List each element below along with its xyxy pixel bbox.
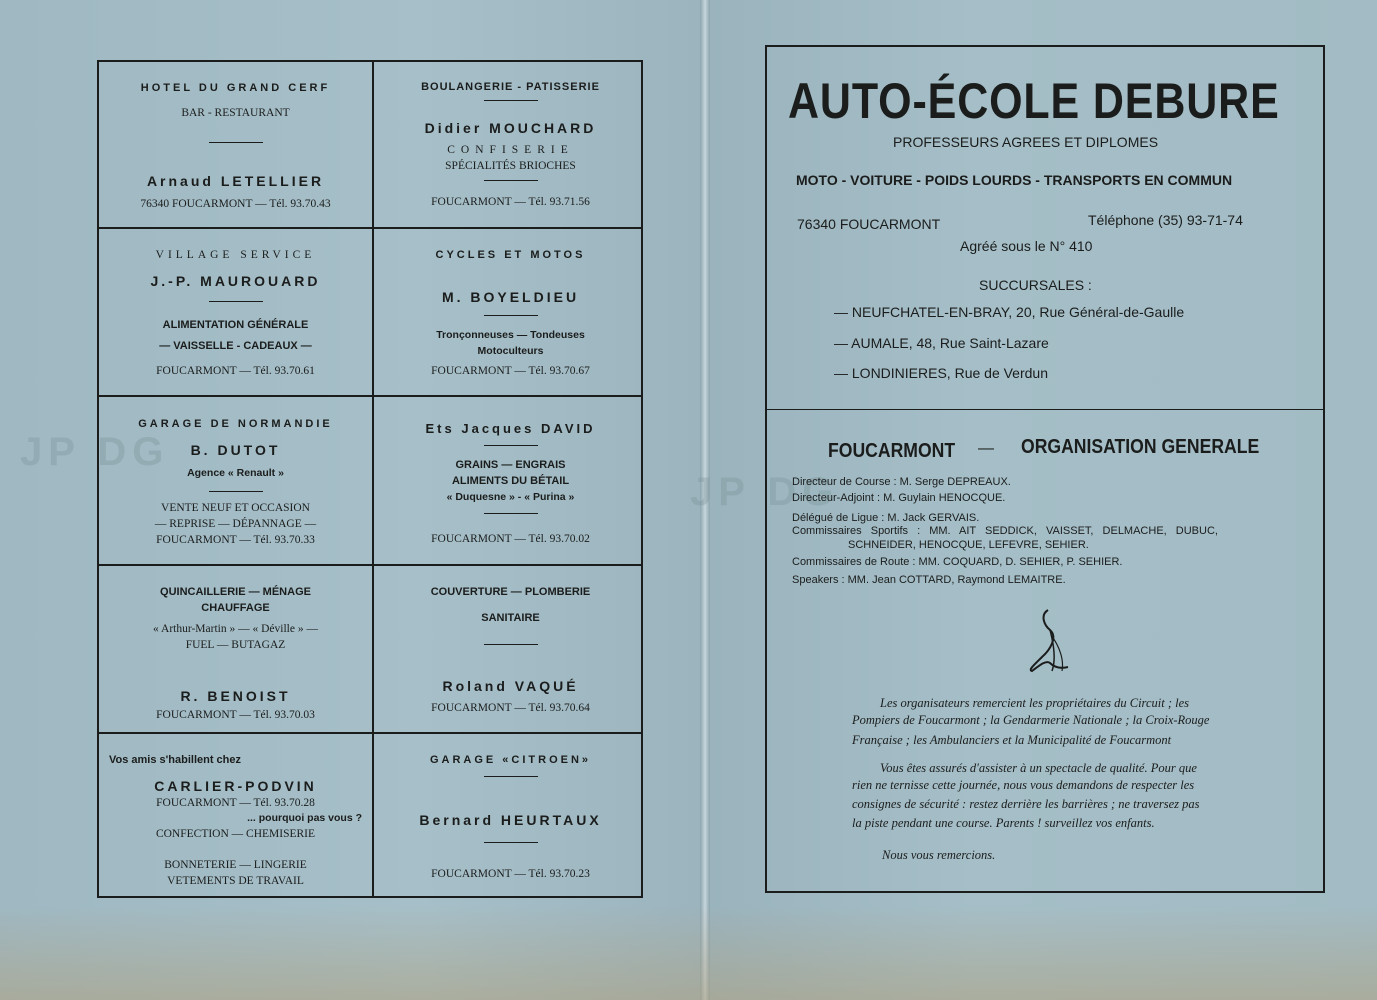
ad-heading: BOULANGERIE - PATISSERIE [421, 81, 600, 93]
auto-ecole-agreement: Agréé sous le N° 410 [960, 238, 1093, 254]
branch-item: — LONDINIERES, Rue de Verdun [834, 365, 1048, 381]
ad-name: R. BENOIST [180, 688, 291, 704]
ad-heading: SANITAIRE [481, 612, 540, 624]
ads-grid [97, 60, 643, 898]
thanks-line: Les organisateurs remercient les propriétaires du Circuit ; les [880, 696, 1190, 710]
ad-heading: GARAGE DE NORMANDIE [138, 418, 333, 430]
auto-ecole-title: AUTO-ÉCOLE DEBURE [788, 73, 1280, 129]
ad-line: « Arthur-Martin » — « Déville » — [153, 623, 318, 635]
ad-line: ALIMENTATION GÉNÉRALE [162, 319, 309, 331]
ad-heading: VILLAGE SERVICE [155, 249, 316, 261]
paper-edge [0, 905, 1377, 1000]
ad-line: Tronçonneuses — Tondeuses [436, 329, 585, 341]
auto-ecole-phone: Téléphone (35) 93-71-74 [1088, 212, 1243, 228]
branches-title: SUCCURSALES : [979, 277, 1092, 293]
staff-line: Commissaires Sportifs : MM. AIT SEDDICK, VAISSET, DELMACHE, DUBUC, [792, 525, 1218, 537]
ad-heading: CYCLES ET MOTOS [435, 249, 586, 261]
ad-line: — VAISSELLE - CADEAUX — [159, 340, 312, 352]
ad-line: CONFECTION — CHEMISERIE [155, 828, 316, 840]
ad-phone: 76340 FOUCARMONT — Tél. 93.70.43 [140, 198, 331, 210]
ad-phone: FOUCARMONT — Tél. 93.70.67 [431, 365, 590, 377]
ad-heading: CHAUFFAGE [201, 602, 270, 614]
staff-line: Directeur de Course : M. Serge DEPREAUX. [792, 476, 1011, 488]
branch-item: — NEUFCHATEL-EN-BRAY, 20, Rue Général-de-Gaulle [834, 304, 1185, 320]
ad-heading: HOTEL DU GRAND CERF [140, 82, 331, 94]
staff-line: Directeur-Adjoint : M. Guylain HENOCQUE. [792, 492, 1006, 504]
ad-hotel-grand-cerf [99, 62, 372, 227]
auto-ecole-city: 76340 FOUCARMONT [797, 216, 941, 232]
ad-line: GRAINS — ENGRAIS [455, 459, 566, 471]
ad-heading: COUVERTURE — PLOMBERIE [430, 586, 591, 598]
calligraphic-ornament-icon [1020, 605, 1074, 675]
ad-heading: QUINCAILLERIE — MÉNAGE [160, 586, 311, 598]
ad-phone: FOUCARMONT — Tél. 93.70.02 [431, 533, 590, 545]
ad-line: « Duquesne » - « Purina » [446, 491, 575, 503]
ad-couverture [374, 566, 647, 732]
staff-line: Commissaires de Route : MM. COQUARD, D. SEHIER, P. SEHIER. [792, 556, 1123, 568]
org-title-left: FOUCARMONT [828, 440, 956, 462]
ad-name: Bernard HEURTAUX [419, 812, 602, 828]
thanks-line: Pompiers de Foucarmont ; la Gendarmerie Nationale ; la Croix-Rouge [852, 713, 1210, 727]
ad-name: J.-P. MAUROUARD [150, 273, 321, 289]
thanks-line: la piste pendant une course. Parents ! surveillez vos enfants. [852, 816, 1155, 830]
branch-item: — AUMALE, 48, Rue Saint-Lazare [834, 335, 1049, 351]
staff-line: Délégué de Ligue : M. Jack GERVAIS. [792, 512, 980, 524]
ad-ets-david [374, 397, 647, 564]
ad-line: CONFISERIE [447, 144, 574, 156]
ad-line: BAR - RESTAURANT [181, 107, 290, 119]
ad-line: Agence « Renault » [187, 467, 284, 479]
ad-phone: FOUCARMONT — Tél. 93.70.33 [156, 534, 315, 546]
ad-name: Ets Jacques DAVID [425, 421, 596, 436]
ad-line: VETEMENTS DE TRAVAIL [167, 875, 304, 887]
ad-name: M. BOYELDIEU [441, 289, 580, 305]
thanks-closing: Nous vous remercions. [882, 848, 996, 862]
ad-line: Motoculteurs [477, 345, 544, 357]
thanks-line: rien ne ternisse cette journée, nous vous demandons de respecter les [852, 778, 1195, 792]
ad-phone: FOUCARMONT — Tél. 93.70.61 [156, 365, 315, 377]
staff-line: Speakers : MM. Jean COTTARD, Raymond LEMAITRE. [792, 574, 1066, 586]
auto-ecole-subtitle: PROFESSEURS AGREES ET DIPLOMES [893, 134, 1159, 150]
ad-phone: FOUCARMONT — Tél. 93.70.23 [431, 868, 590, 880]
ad-quincaillerie [99, 566, 372, 732]
auto-ecole-services: MOTO - VOITURE - POIDS LOURDS - TRANSPORTS EN COMMUN [796, 172, 1233, 188]
org-title-dash: — [978, 440, 994, 457]
ad-phone: FOUCARMONT — Tél. 93.70.64 [431, 702, 590, 714]
ad-line: VENTE NEUF ET OCCASION [161, 502, 310, 514]
staff-line: SCHNEIDER, HENOCQUE, LEFEVRE, SEHIER. [848, 539, 1089, 551]
ad-village-service [99, 229, 372, 395]
ad-line: ALIMENTS DU BÉTAIL [451, 475, 570, 487]
thanks-line: consignes de sécurité : restez derrière les barrières ; ne traversez pas [852, 797, 1200, 811]
ad-heading: Vos amis s'habillent chez [109, 754, 242, 766]
ad-carlier-podvin [99, 734, 372, 900]
ad-line: BONNETERIE — LINGERIE [164, 859, 307, 871]
ad-name: B. DUTOT [190, 442, 281, 458]
ad-line: — REPRISE — DÉPANNAGE — [154, 518, 317, 530]
org-title-right: ORGANISATION GENERALE [1021, 436, 1260, 458]
ad-name: Didier MOUCHARD [424, 120, 597, 136]
ad-name: CARLIER-PODVIN [154, 778, 317, 794]
ad-line: FUEL — BUTAGAZ [185, 639, 286, 651]
ad-heading: GARAGE «CITROEN» [429, 754, 592, 766]
watermark: JP DG [20, 430, 170, 474]
ad-phone: FOUCARMONT — Tél. 93.70.28 [156, 797, 315, 809]
ad-cycles-motos [374, 229, 647, 395]
ad-line: ... pourquoi pas vous ? [247, 812, 362, 824]
ad-phone: FOUCARMONT — Tél. 93.71.56 [431, 196, 590, 208]
thanks-line: Française ; les Ambulanciers et la Municipalité de Foucarmont [852, 733, 1172, 747]
ad-name: Arnaud LETELLIER [146, 173, 325, 189]
ad-line: SPÉCIALITÉS BRIOCHES [445, 160, 576, 172]
ad-name: Roland VAQUÉ [442, 678, 579, 694]
thanks-line: Vous êtes assurés d'assister à un spectacle de qualité. Pour que [880, 761, 1197, 775]
watermark-right: JP DG [690, 470, 840, 514]
ad-phone: FOUCARMONT — Tél. 93.70.03 [156, 709, 315, 721]
ad-garage-citroen [374, 734, 647, 900]
ad-boulangerie [374, 62, 647, 227]
ad-garage-normandie [99, 397, 372, 564]
